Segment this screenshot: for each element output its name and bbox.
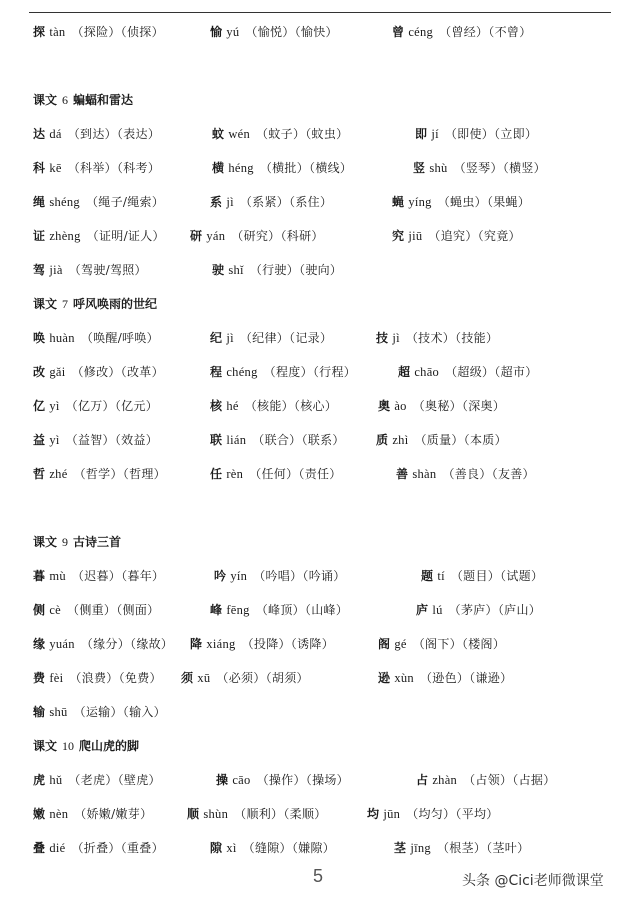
example-words: （必须）（胡须） [216,671,309,685]
example-words: （科举）（科考） [67,161,161,175]
pinyin: tàn [49,25,66,39]
lesson-label: 课文 [33,297,58,311]
vocab-row [0,226,640,246]
character: 驾 [33,263,46,277]
vocab-entry [376,328,500,348]
pinyin: jīng [410,841,431,855]
example-words: （横批）（横线） [259,161,353,175]
vocab-entry [33,22,166,42]
character: 操 [216,773,229,787]
lesson-number: 7 [62,297,69,311]
character: 叠 [33,841,46,855]
character: 证 [33,229,46,243]
vocab-entry [33,260,149,280]
character: 纪 [210,331,223,345]
pinyin: héng [228,161,254,175]
example-words: （占领）（占据） [463,773,556,787]
vocab-entry [33,566,166,586]
top-rule [29,12,611,13]
pinyin: yú [226,25,240,39]
example-words: （吟唱）（吟诵） [253,569,346,583]
vocab-entry [33,362,166,382]
example-words: （超级）（超市） [445,365,538,379]
vocab-entry [413,158,548,178]
vocab-entry [212,158,354,178]
example-words: （竖琴）（横竖） [453,161,546,175]
lesson-heading [33,294,157,314]
example-words: （研究）（科研） [231,229,324,243]
example-words: （证明/证人） [86,229,165,243]
character: 驶 [212,263,225,277]
pinyin: zhì [392,433,409,447]
character: 唤 [33,331,46,345]
pinyin: yì [49,399,60,413]
pinyin: cè [49,603,62,617]
character: 输 [33,705,46,719]
vocab-entry [33,668,164,688]
pinyin: jì [392,331,400,345]
example-words: （蝇虫）（果蝇） [437,195,531,209]
vocab-entry [190,226,326,246]
vocab-entry [210,362,358,382]
pinyin: yín [230,569,248,583]
pinyin: céng [408,25,434,39]
lesson-heading [33,90,133,110]
example-words: （追究）（究竟） [428,229,521,243]
example-words: （到达）（表达） [67,127,161,141]
character: 超 [398,365,411,379]
pinyin: shǐ [228,263,244,277]
vocab-row [0,634,640,654]
example-words: （系紧）（系住） [239,195,333,209]
character: 均 [367,807,380,821]
character: 峰 [210,603,223,617]
pinyin: yán [206,229,226,243]
character: 缘 [33,637,46,651]
pinyin: lú [432,603,443,617]
character: 任 [210,467,223,481]
example-words: （善良）（友善） [442,467,535,481]
vocab-entry [398,362,540,382]
character: 须 [181,671,194,685]
pinyin: zhèng [49,229,81,243]
vocab-entry [33,804,154,824]
example-words: （唤醒/呼唤） [80,331,159,345]
example-words: （逊色）（谦逊） [419,671,513,685]
character: 阁 [378,637,391,651]
watermark: 头条 @Cici老师微课堂 [462,873,604,889]
pinyin: jià [49,263,63,277]
pinyin: kē [49,161,62,175]
example-words: （质量）（本质） [414,433,507,447]
pinyin: tí [437,569,445,583]
pinyin: yuán [49,637,75,651]
example-words: （任何）（责任） [249,467,342,481]
pinyin: shù [429,161,448,175]
example-words: （绳子/绳索） [85,195,165,209]
pinyin: lián [226,433,247,447]
example-words: （缝隙）（嫌隙） [242,841,336,855]
pinyin: shéng [49,195,80,209]
example-words: （茅庐）（庐山） [448,603,542,617]
pinyin: dié [49,841,66,855]
vocab-row [0,464,640,484]
pinyin: xiáng [206,637,236,651]
example-words: （缘分）（缘故） [80,637,174,651]
vocab-entry [367,804,501,824]
character: 技 [376,331,389,345]
pinyin: cāo [232,773,251,787]
vocab-row [0,566,640,586]
vocab-row [0,22,640,42]
character: 暮 [33,569,46,583]
vocab-entry [210,192,334,212]
lesson-title: 呼风唤雨的世纪 [73,297,158,311]
vocab-row [0,430,640,450]
vocab-row [0,192,640,212]
pinyin: jí [431,127,439,141]
vocab-entry [33,838,166,858]
example-words: （即使）（立即） [444,127,538,141]
example-words: （修改）（改革） [71,365,164,379]
character: 横 [212,161,225,175]
vocab-entry [33,158,162,178]
character: 庐 [416,603,429,617]
vocab-entry [394,838,531,858]
example-words: （驾驶/驾照） [68,263,147,277]
lesson-title: 古诗三首 [73,535,122,549]
example-words: （核能）（核心） [244,399,338,413]
lesson-heading [33,736,139,756]
character: 题 [421,569,434,583]
character: 质 [376,433,389,447]
vocab-entry [378,634,507,654]
vocab-entry [392,226,523,246]
character: 隙 [210,841,223,855]
vocab-entry [33,770,163,790]
vocab-entry [212,260,344,280]
lesson-title: 爬山虎的脚 [79,739,140,753]
vocab-entry [33,124,162,144]
vocab-entry [33,464,168,484]
character: 蝇 [392,195,405,209]
character: 联 [210,433,223,447]
character: 系 [210,195,223,209]
vocab-row [0,838,640,858]
vocab-entry [214,566,348,586]
character: 虎 [33,773,46,787]
lesson-title: 蝙蝠和雷达 [73,93,134,107]
vocab-entry [33,634,175,654]
character: 茎 [394,841,407,855]
character: 究 [392,229,405,243]
example-words: （益智）（效益） [65,433,159,447]
example-words: （顺利）（柔顺） [234,807,327,821]
example-words: （阁下）（楼阁） [412,637,506,651]
pinyin: shàn [412,467,437,481]
character: 费 [33,671,46,685]
page-number: 5 [313,866,324,886]
vocab-entry [210,328,334,348]
pinyin: yì [49,433,60,447]
character: 逊 [378,671,391,685]
vocab-row [0,260,640,280]
vocab-entry [210,838,337,858]
pinyin: jì [226,195,234,209]
vocab-entry [216,770,351,790]
example-words: （娇嫩/嫩芽） [74,807,153,821]
vocab-entry [416,600,543,620]
character: 亿 [33,399,46,413]
pinyin: shū [49,705,68,719]
vocab-entry [396,464,537,484]
pinyin: rèn [226,467,244,481]
character: 嫩 [33,807,46,821]
vocab-row [0,328,640,348]
pinyin: hé [226,399,239,413]
vocab-entry [210,600,350,620]
character: 奥 [378,399,391,413]
pinyin: xū [197,671,211,685]
vocab-entry [416,770,558,790]
vocab-entry [33,600,161,620]
vocab-entry [212,124,350,144]
example-words: （迟暮）（暮年） [71,569,165,583]
pinyin: jì [226,331,234,345]
vocab-entry [392,22,534,42]
character: 善 [396,467,409,481]
example-words: （均匀）（平均） [406,807,499,821]
character: 降 [190,637,203,651]
vocab-entry [33,702,168,722]
character: 曾 [392,25,405,39]
vocab-entry [33,396,160,416]
character: 即 [415,127,428,141]
character: 愉 [210,25,223,39]
character: 顺 [187,807,200,821]
vocab-row [0,702,640,722]
lesson-label: 课文 [33,535,58,549]
pinyin: fèi [49,671,64,685]
example-words: （愉悦）（愉快） [245,25,338,39]
vocab-entry [33,328,161,348]
vocab-entry [210,22,340,42]
pinyin: gǎi [49,365,66,379]
vocab-entry [415,124,539,144]
character: 研 [190,229,203,243]
vocab-entry [378,668,514,688]
pinyin: dá [49,127,62,141]
lesson-number: 6 [62,93,69,107]
example-words: （运输）（输入） [73,705,166,719]
character: 绳 [33,195,46,209]
pinyin: ào [394,399,407,413]
example-words: （行驶）（驶向） [249,263,343,277]
character: 占 [416,773,429,787]
pinyin: yíng [408,195,432,209]
example-words: （奥秘）（深奥） [412,399,506,413]
character: 达 [33,127,46,141]
vocab-row [0,158,640,178]
vocab-entry [187,804,329,824]
vocab-row [0,600,640,620]
vocab-entry [33,192,166,212]
vocab-entry [392,192,532,212]
vocab-row [0,124,640,144]
lesson-heading [33,532,121,552]
example-words: （曾经）（不曾） [439,25,532,39]
pinyin: huàn [49,331,75,345]
vocab-entry [33,226,167,246]
example-words: （探险）（侦探） [71,25,164,39]
vocab-row [0,668,640,688]
example-words: （蚊子）（蚊虫） [256,127,349,141]
vocab-row [0,362,640,382]
character: 哲 [33,467,46,481]
pinyin: xì [226,841,237,855]
example-words: （亿万）（亿元） [65,399,159,413]
pinyin: wén [228,127,251,141]
example-words: （程度）（行程） [263,365,357,379]
pinyin: gé [394,637,407,651]
vocab-entry [210,430,347,450]
example-words: （侧重）（侧面） [67,603,160,617]
example-words: （老虎）（壁虎） [68,773,161,787]
pinyin: zhàn [432,773,458,787]
example-words: （根茎）（茎叶） [436,841,530,855]
vocab-entry [378,396,507,416]
character: 改 [33,365,46,379]
pinyin: xùn [394,671,414,685]
pinyin: fēng [226,603,250,617]
vocab-entry [421,566,545,586]
example-words: （浪费）（免费） [69,671,162,685]
character: 竖 [413,161,426,175]
vocab-entry [190,634,336,654]
pinyin: chéng [226,365,258,379]
pinyin: jūn [383,807,401,821]
character: 程 [210,365,223,379]
character: 核 [210,399,223,413]
character: 侧 [33,603,46,617]
example-words: （峰顶）（山峰） [255,603,349,617]
example-words: （投降）（诱降） [241,637,334,651]
vocab-entry [210,396,339,416]
example-words: （联合）（联系） [252,433,345,447]
vocab-entry [181,668,311,688]
character: 吟 [214,569,227,583]
vocab-entry [210,464,344,484]
example-words: （操作）（操场） [256,773,349,787]
pinyin: nèn [49,807,69,821]
vocab-row [0,770,640,790]
vocab-row [0,804,640,824]
character: 科 [33,161,46,175]
pinyin: hǔ [49,773,63,787]
character: 探 [33,25,46,39]
lesson-number: 9 [62,535,69,549]
example-words: （题目）（试题） [450,569,544,583]
vocab-entry [33,430,160,450]
pinyin: zhé [49,467,68,481]
lesson-label: 课文 [33,93,58,107]
lesson-label: 课文 [33,739,58,753]
pinyin: shùn [203,807,229,821]
pinyin: chāo [414,365,440,379]
pinyin: jiū [408,229,423,243]
vocab-entry [376,430,509,450]
example-words: （纪律）（记录） [239,331,333,345]
example-words: （哲学）（哲理） [73,467,166,481]
pinyin: mù [49,569,66,583]
example-words: （技术）（技能） [405,331,499,345]
example-words: （折叠）（重叠） [71,841,164,855]
lesson-number: 10 [62,739,75,753]
vocab-row [0,396,640,416]
character: 蚊 [212,127,225,141]
character: 益 [33,433,46,447]
